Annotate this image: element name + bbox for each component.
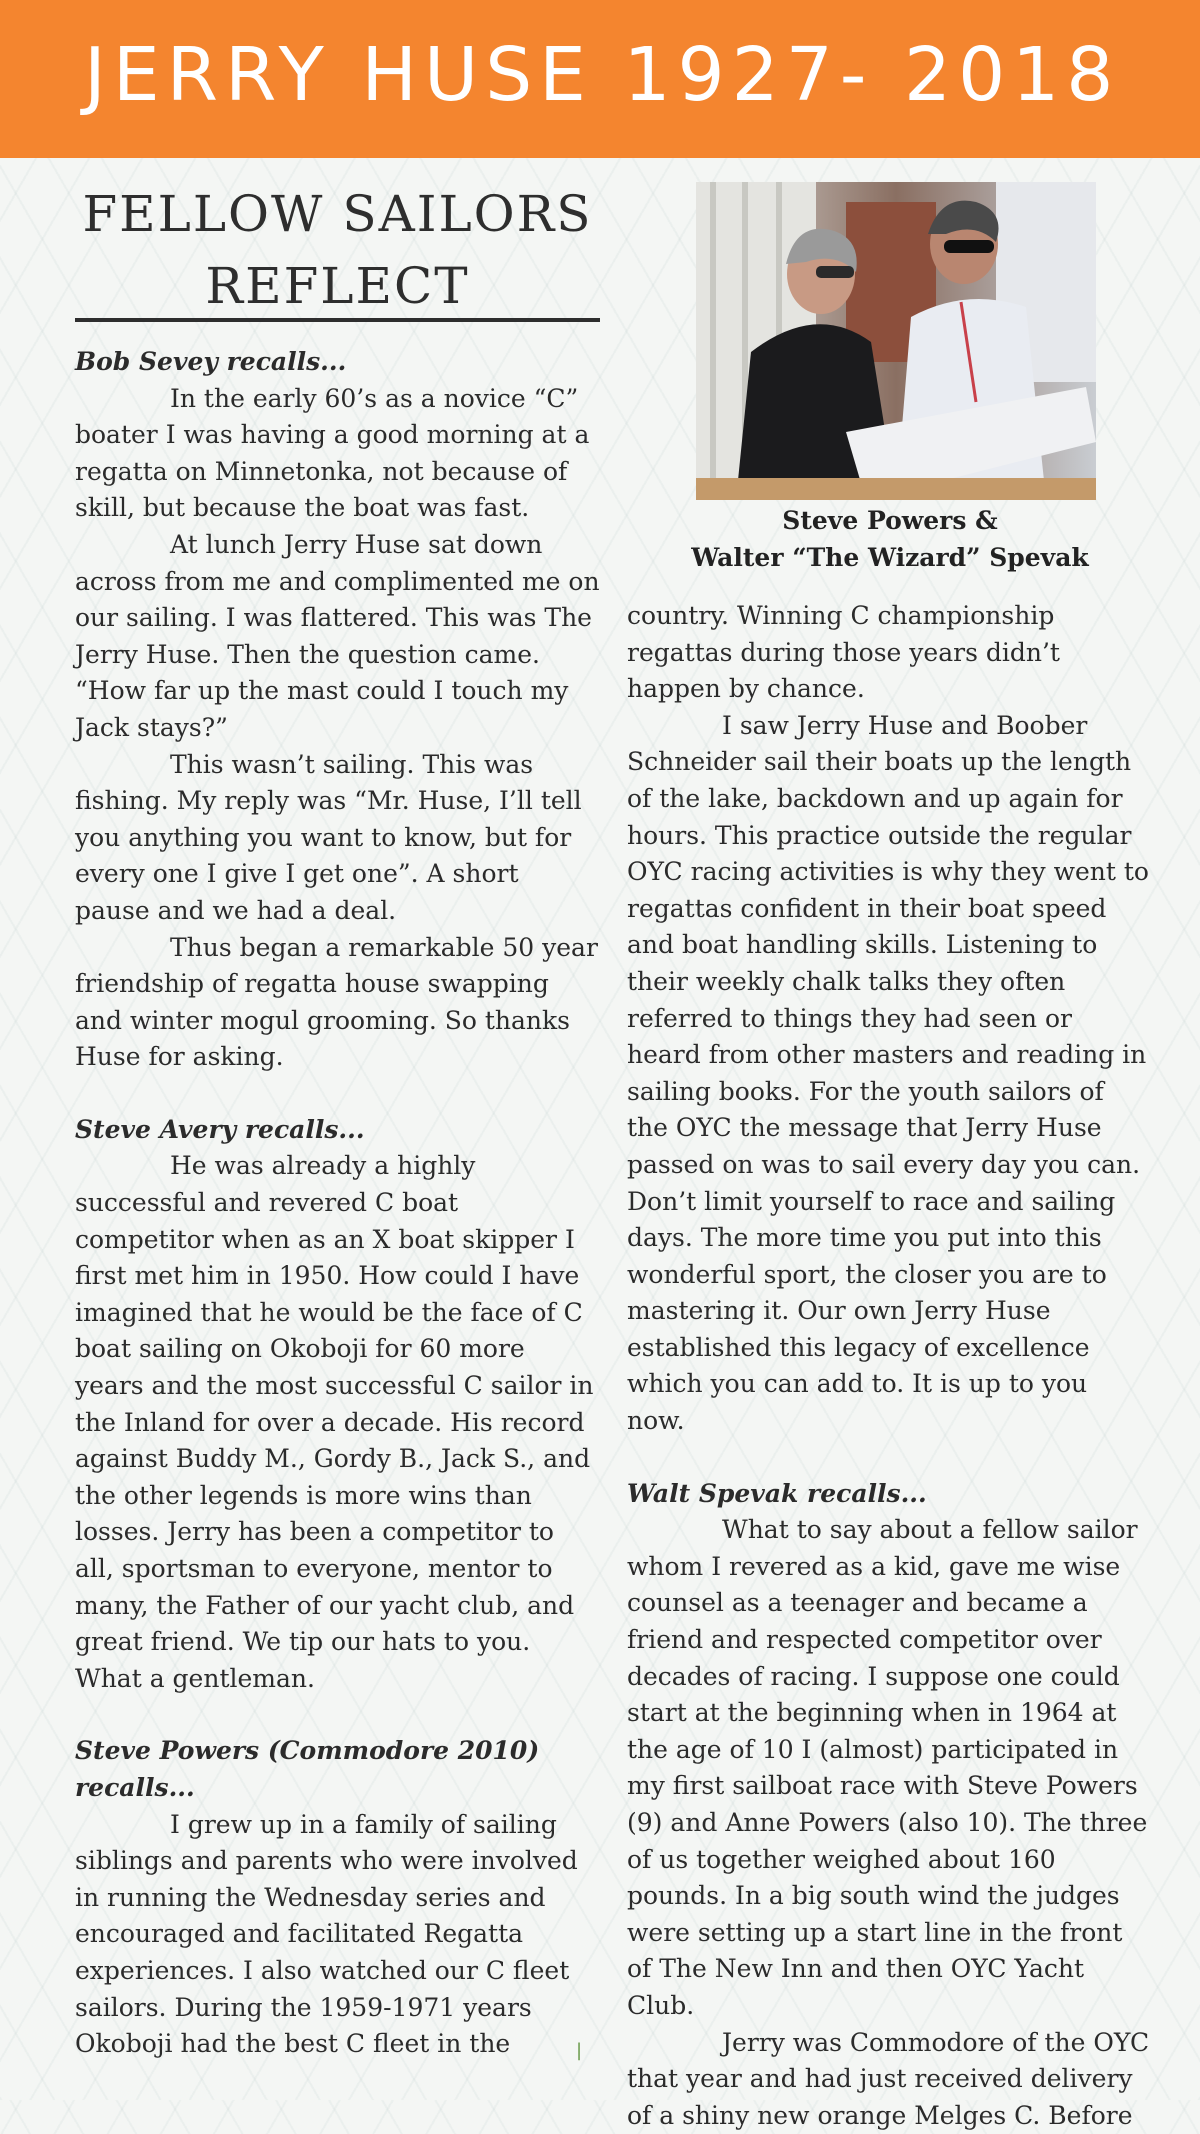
- bob-paragraph-2: At lunch Jerry Huse sat down across from me and complimented me on our sailing. I was flattered. This was The Jerry Huse. Then the question came. “How far up the mast could I touch my Jack stays?”: [75, 529, 600, 742]
- spacer: [75, 1697, 600, 1733]
- heading-rule: [75, 318, 600, 322]
- bob-paragraph-4: Thus began a remarkable 50 year friendship of regatta house swapping and winter mogul grooming. So thanks Huse for asking.: [75, 932, 598, 1072]
- walt-paragraph-1: What to say about a fellow sailor whom I revered as a kid, gave me wise counsel as a teenager and became a friend and respected competitor over decades of racing. I suppose one could start at the beginning when in 1964 at the age of 10 I (almost) participated in my first sailboat race with Steve Powers (9) and Anne Powers (also 10). The three of us together weighed about 160 pounds. In a big south wind the judges were setting up a start line in the front of The New Inn and then OYC Yacht Club.: [627, 1515, 1148, 2020]
- powers-paragraph-1-continued: country. Winning C championship regattas during those years didn’t happen by chance.: [627, 601, 1060, 704]
- page-title: JERRY HUSE 1927- 2018: [84, 32, 1121, 118]
- walt-spevak-name: Walt Spevak recalls...: [627, 1478, 927, 1508]
- walt-paragraph-2: Jerry was Commodore of the OYC that year and had just received delivery of a shiny new orange Melges C. Before: [627, 2027, 1150, 2130]
- steve-powers-name: Steve Powers (Commodore 2010) recalls...: [75, 1736, 540, 1802]
- section-heading-line2: REFLECT: [205, 257, 470, 315]
- powers-paragraph-1: I grew up in a family of sailing siblings and parents who were involved in running the Wednesday series and encouraged and facilitated Regatta experiences. I also watched our C fleet sailors. During the 1959-1971 years Okoboji had the best C fleet in the: [75, 1809, 578, 2059]
- bob-paragraph-1: In the early 60’s as a novice “C” boater I was having a good morning at a regatta on Minnetonka, not because of skill, but because the boat was fast.: [75, 383, 590, 523]
- spacer: [75, 1076, 600, 1112]
- page-folio: |: [576, 2040, 583, 2061]
- bob-paragraph-3: This wasn’t sailing. This was fishing. My reply was “Mr. Huse, I’ll tell you anything you want to know, but for every one I give I get one”. A short pause and we had a deal.: [75, 749, 582, 925]
- bob-sevey-name: Bob Sevey recalls...: [75, 347, 347, 376]
- caption-line2: Walter “The Wizard” Spevak: [691, 543, 1089, 572]
- left-column: [75, 344, 600, 2063]
- avery-paragraph-1: He was already a highly successful and revered C boat competitor when as an X boat skipper I first met him in 1950. How could I have imagined that he would be the face of C boat sailing on Okoboji for 60 more years and the most successful C sailor in the Inland for over a decade. His record against Buddy M., Gordy B., Jack S., and the other legends is more wins than losses. Jerry has been a competitor to all, sportsman to everyone, mentor to many, the Father of our yacht club, and great friend. We tip our hats to you. What a gentleman.: [75, 1151, 594, 1693]
- steve-avery-name: Steve Avery recalls...: [75, 1114, 365, 1144]
- powers-paragraph-2: I saw Jerry Huse and Boober Schneider sail their boats up the length of the lake, backdown and up again for hours. This practice outside the regular OYC racing activities is why they went to regattas confident in their boat speed and boat handling skills. Listening to their weekly chalk talks they often referred to things they had seen or heard from other masters and reading in sailing books. For the youth sailors of the OYC the message that Jerry Huse passed on was to sail every day you can. Don’t limit yourself to race and sailing days. The more time you put into this wonderful sport, the closer you are to mastering it. Our own Jerry Huse established this legacy of excellence which you can add to. It is up to you now.: [627, 710, 1149, 1436]
- section-heading: [75, 178, 600, 322]
- right-column: [627, 598, 1152, 2134]
- spacer: [627, 1440, 1152, 1476]
- photo-caption: [655, 502, 1125, 576]
- section-heading-line1: FELLOW SAILORS: [82, 185, 593, 243]
- title-banner: [0, 0, 1200, 158]
- caption-line1: Steve Powers &: [782, 506, 998, 535]
- sailors-photo: [696, 182, 1096, 500]
